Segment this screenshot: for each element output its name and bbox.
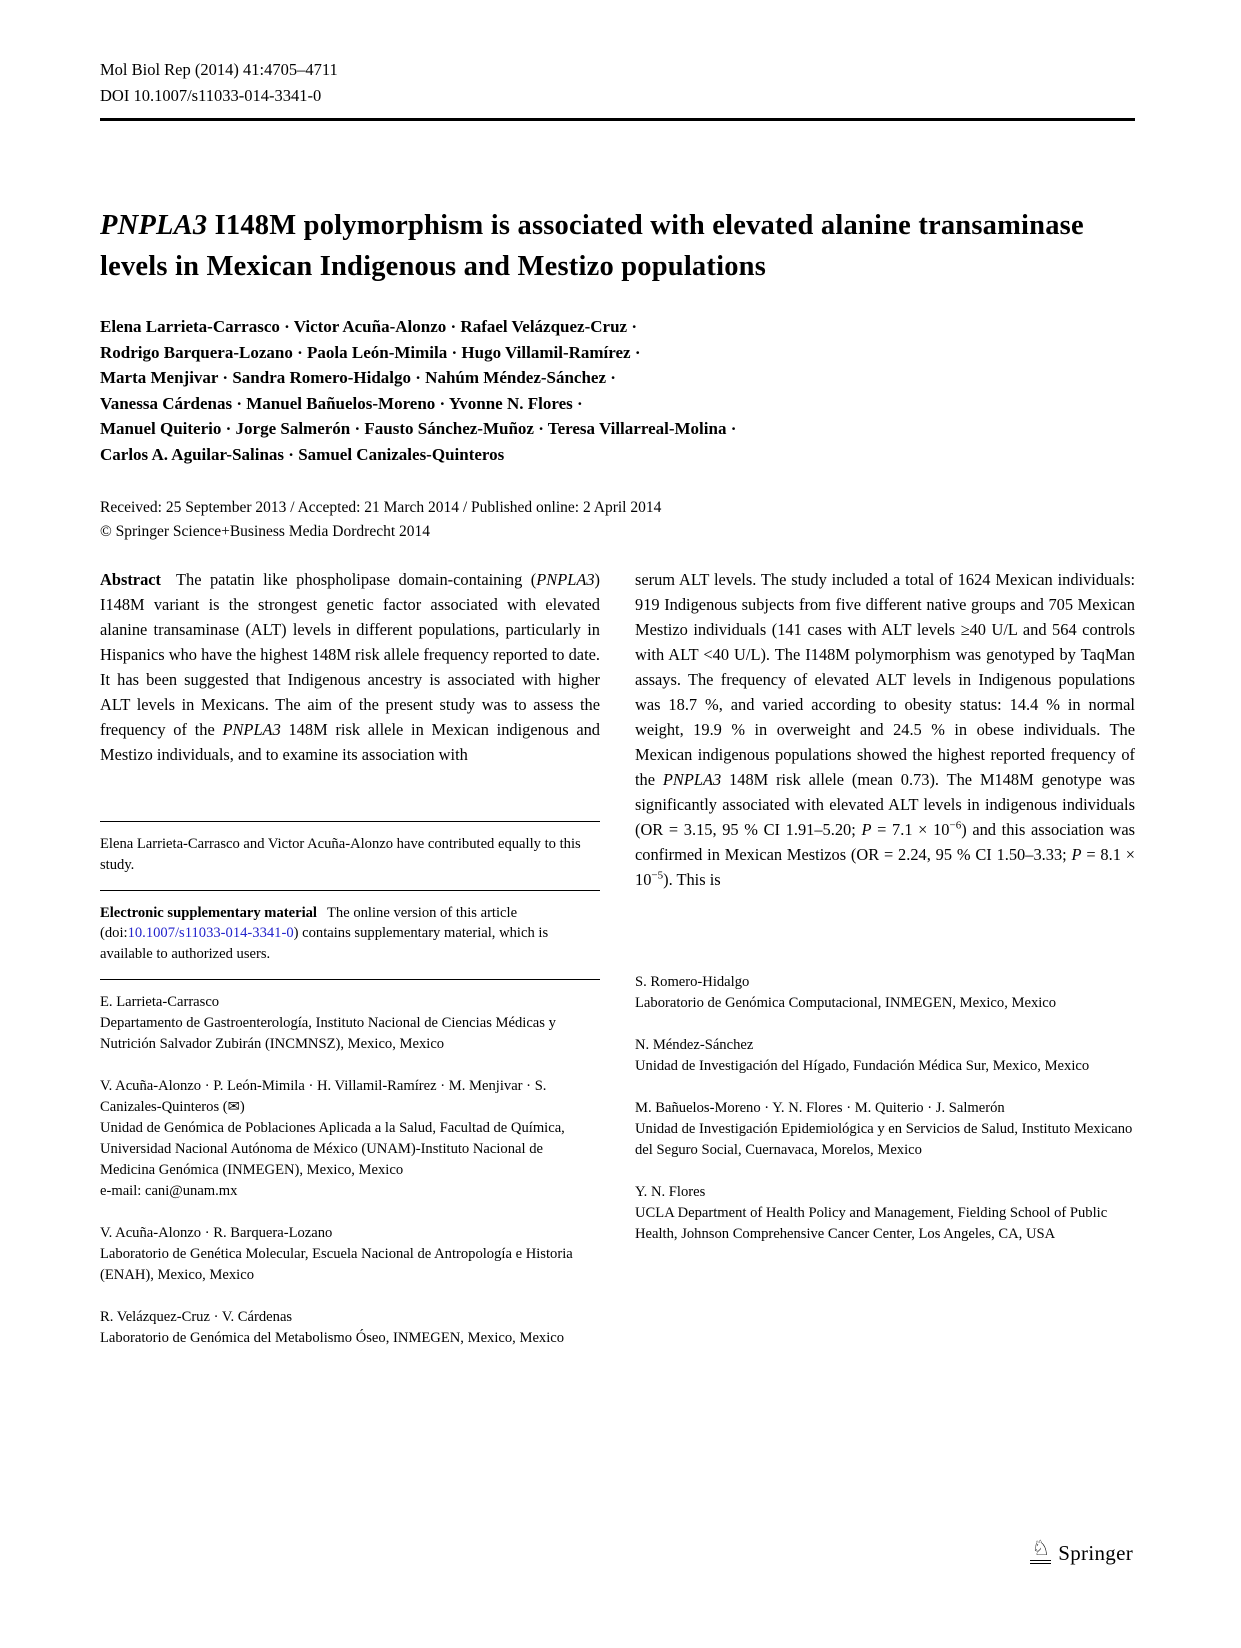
article-history xyxy=(100,496,1135,543)
author-line: Manuel Quiterio · Jorge Salmerón · Fausto Sánchez-Muñoz · Teresa Villarreal-Molina · xyxy=(100,419,737,438)
author-line: Rodrigo Barquera-Lozano · Paola León-Mimila · Hugo Villamil-Ramírez · xyxy=(100,342,641,362)
text-segment: ). This is xyxy=(663,870,721,889)
abstract-paragraph-left xyxy=(100,567,600,767)
affiliation-org: Unidad de Genómica de Poblaciones Aplicada a la Salud, Facultad de Química, Universidad Nacional Autónoma de México (UNAM)-Instituto Nacional de Medicina Genómica (INMEGEN), Mexico, Mexico xyxy=(100,1119,565,1178)
affiliation-block xyxy=(100,1076,600,1202)
affiliation-org: Unidad de Investigación Epidemiológica y en Servicios de Salud, Instituto Mexicano del Seguro Social, Cuernavaca, Morelos, Mexico xyxy=(635,1121,1133,1158)
affiliation-org: Departamento de Gastroenterología, Instituto Nacional de Ciencias Médicas y Nutrición Salvador Zubirán (INCMNSZ), Mexico, Mexico xyxy=(100,1014,556,1052)
doi-link[interactable]: 10.1007/s11033-014-3341-0 xyxy=(127,925,294,942)
p-value-italic: P xyxy=(861,820,872,839)
text-segment: The patatin like phospholipase domain-containing ( xyxy=(176,570,537,589)
affiliation-names: E. Larrieta-Carrasco xyxy=(100,993,220,1010)
doi-line: DOI 10.1007/s11033-014-3341-0 xyxy=(100,86,322,105)
text-segment: ) contains supplementary material, which is available to authorized users. xyxy=(100,925,549,963)
affiliation-names: N. Méndez-Sánchez xyxy=(635,1037,754,1053)
text-segment: 148M risk allele in Mexican indigenous and Mestizo individuals, and to examine its association with xyxy=(100,720,600,764)
author-line: Elena Larrieta-Carrasco · Victor Acuña-Alonzo · Rafael Velázquez-Cruz · xyxy=(100,317,637,336)
two-column-body xyxy=(100,567,1135,1370)
springer-logo xyxy=(1030,1538,1133,1564)
abstract-paragraph-right xyxy=(635,567,1135,892)
affiliation-area-right xyxy=(635,972,1135,1245)
publisher-name: Springer xyxy=(1058,1541,1133,1565)
title-gene-italic: PNPLA3 xyxy=(100,210,208,241)
affiliation-block xyxy=(100,1307,600,1349)
received-line: Received: 25 September 2013 / Accepted: 21 March 2014 / Published online: 2 April 2014 xyxy=(100,499,662,516)
affiliation-block xyxy=(100,1223,600,1286)
page-header xyxy=(100,57,1135,109)
journal-reference: Mol Biol Rep (2014) 41:4705–4711 xyxy=(100,60,338,79)
copyright-line: © Springer Science+Business Media Dordrecht 2014 xyxy=(100,522,431,540)
gene-name-italic: PNPLA3 xyxy=(536,570,595,589)
footnote-rule xyxy=(100,979,600,980)
text-segment: serum ALT levels. The study included a total of 1624 Mexican individuals: 919 Indigenous subjects from five different native groups and 705 Mexican Mestizo individuals (141 cases with ALT levels ≥40 U/L and 564 controls with ALT <40 U/L). The I148M polymorphism was genotyped by TaqMan assays. The frequency of elevated ALT levels in Indigenous populations was 18.7 %, and varied according to obesity status: 14.4 % in normal weight, 19.9 % in overweight and 24.5 % in obese individuals. The Mexican indigenous populations showed the highest reported frequency of the xyxy=(635,570,1135,789)
author-line: Carlos A. Aguilar-Salinas · Samuel Canizales-Quinteros xyxy=(100,444,505,464)
gene-name-italic: PNPLA3 xyxy=(222,720,281,739)
right-column xyxy=(635,567,1135,1370)
affiliation-block xyxy=(635,1182,1135,1245)
affiliation-org: UCLA Department of Health Policy and Management, Fielding School of Public Health, Johnson Comprehensive Cancer Center, Los Angeles, CA, USA xyxy=(635,1205,1108,1242)
text-segment: ) I148M variant is the strongest genetic factor associated with elevated alanine transaminase (ALT) levels in different populations, particularly in Hispanics who have the highest 148M risk allele frequency reported to date. It has been suggested that Indigenous ancestry is associated with higher ALT levels in Mexicans. The aim of the present study was to assess the frequency of the xyxy=(100,570,600,739)
affiliation-names: R. Velázquez-Cruz · V. Cárdenas xyxy=(100,1308,293,1325)
text-segment: = 8.1 × 10 xyxy=(635,845,1135,889)
affiliation-email: e-mail: cani@unam.mx xyxy=(100,1182,238,1199)
left-column xyxy=(100,567,600,1370)
exponent: −5 xyxy=(651,869,664,882)
text-segment: = 7.1 × 10 xyxy=(871,820,950,839)
text-segment: 148M risk allele (mean 0.73). The M148M genotype was significantly associated with elevated ALT levels in indigenous individuals (OR = 3.15, 95 % CI 1.91–5.20; xyxy=(635,770,1135,839)
affiliation-names: M. Bañuelos-Moreno · Y. N. Flores · M. Quiterio · J. Salmerón xyxy=(635,1100,1005,1116)
gene-name-italic: PNPLA3 xyxy=(662,770,722,789)
text-segment: ) and this association was confirmed in Mexican Mestizos (OR = 2.24, 95 % CI 1.50–3.33; xyxy=(635,820,1135,864)
abstract-label: Abstract xyxy=(100,570,161,589)
equal-contribution-note: Elena Larrieta-Carrasco and Victor Acuña-Alonzo have contributed equally to this study. xyxy=(100,836,581,873)
esm-label: Electronic supplementary material xyxy=(100,904,317,921)
author-line: Vanessa Cárdenas · Manuel Bañuelos-Moreno · Yvonne N. Flores · xyxy=(100,393,583,413)
author-list xyxy=(100,314,1135,467)
affiliation-org: Unidad de Investigación del Hígado, Fundación Médica Sur, Mexico, Mexico xyxy=(635,1058,1090,1074)
affiliation-names: Y. N. Flores xyxy=(635,1184,706,1200)
affiliation-names: V. Acuña-Alonzo · R. Barquera-Lozano xyxy=(100,1224,333,1241)
exponent: −6 xyxy=(949,819,962,832)
springer-knight-icon: ♘ xyxy=(1030,1538,1051,1564)
affiliation-org: Laboratorio de Genómica del Metabolismo Óseo, INMEGEN, Mexico, Mexico xyxy=(100,1329,565,1346)
footnote-area xyxy=(100,821,600,1349)
affiliation-org: Laboratorio de Genómica Computacional, INMEGEN, Mexico, Mexico xyxy=(635,995,1057,1011)
author-line: Marta Menjivar · Sandra Romero-Hidalgo · Nahúm Méndez-Sánchez · xyxy=(100,368,616,387)
affiliation-org: Laboratorio de Genética Molecular, Escuela Nacional de Antropología e Historia (ENAH), Mexico, Mexico xyxy=(100,1245,573,1283)
footnote-rule xyxy=(100,821,600,822)
affiliation-block xyxy=(635,972,1135,1014)
title-text: I148M polymorphism is associated with elevated alanine transaminase levels in Mexican Indigenous and Mestizo populations xyxy=(100,210,1084,282)
header-rule xyxy=(100,118,1135,121)
text-segment: The online version of this article (doi: xyxy=(100,904,518,942)
affiliation-names: V. Acuña-Alonzo · P. León-Mimila · H. Villamil-Ramírez · M. Menjivar · S. Canizales-Quinteros (✉) xyxy=(100,1077,547,1115)
esm-note xyxy=(100,903,600,965)
affiliation-block xyxy=(635,1098,1135,1161)
footnote-rule xyxy=(100,890,600,891)
page-title xyxy=(100,205,1135,287)
affiliation-block xyxy=(635,1035,1135,1077)
affiliation-block xyxy=(100,992,600,1055)
affiliation-names: S. Romero-Hidalgo xyxy=(635,974,750,990)
p-value-italic: P xyxy=(1071,845,1082,864)
